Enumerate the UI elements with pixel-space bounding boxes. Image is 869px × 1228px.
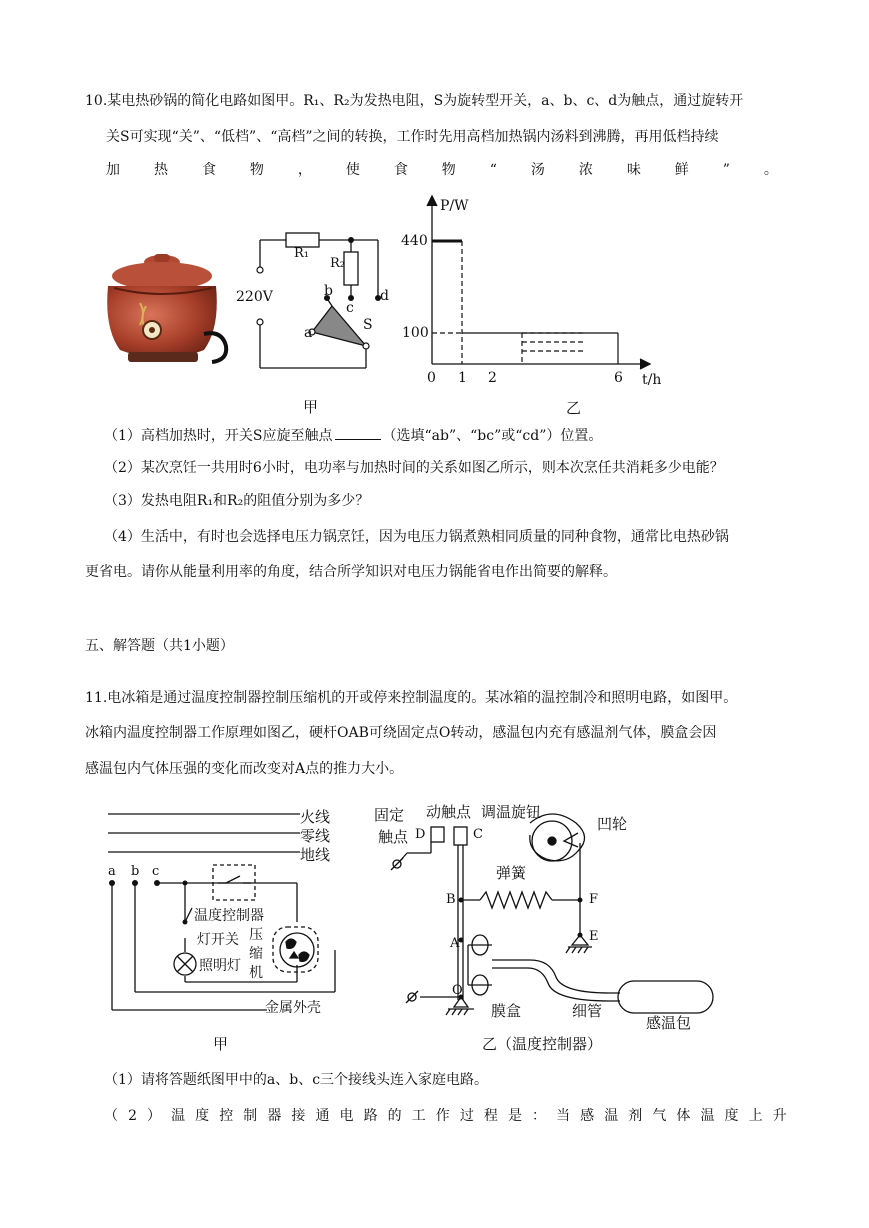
- q10-sub3: （3）发热电阻R₁和R₂的阻值分别为多少？: [104, 493, 370, 509]
- label-live-wire: 火线: [300, 808, 331, 826]
- q11-sub2-char: 体: [676, 1108, 691, 1124]
- label-temp-controller: 温度控制器: [194, 908, 264, 924]
- q11-sub2-char: 的: [387, 1108, 402, 1124]
- label-tube: 细管: [572, 1002, 603, 1020]
- power-time-graph: [396, 192, 686, 398]
- q11-sub2-char: 温: [171, 1108, 186, 1124]
- q11-sub2-char: 温: [700, 1108, 715, 1124]
- q10-line3-char: 物: [441, 162, 456, 178]
- label-bulb: 感温包: [646, 1014, 692, 1032]
- q11-sub2-char: 工: [411, 1108, 426, 1124]
- q11-line-3: 感温包内气体压强的变化而改变对A点的推力大小。: [85, 761, 404, 777]
- label-metal-shell: 金属外壳: [265, 1000, 321, 1016]
- q11-sub2-char: 度: [195, 1108, 210, 1124]
- q11-line-1: 11.电冰箱是通过温度控制器控制压缩机的开或停来控制温度的。某冰箱的温控制冷和照明电路，如图甲。: [85, 690, 738, 706]
- q11-sub1: （1）请将答题纸图甲中的a、b、c三个接线头连入家庭电路。: [104, 1072, 489, 1088]
- q11-sub2-char: ：: [532, 1108, 547, 1124]
- q10-line3-char: 汤: [530, 162, 545, 178]
- label-knob: 调温旋钮: [481, 803, 542, 821]
- caption-jia: 甲: [303, 398, 319, 416]
- label-compressor-3: 机: [249, 965, 263, 981]
- label-f: F: [589, 892, 599, 907]
- q10-sub4-line2: 更省电。请你从能量利用率的角度，结合所学知识对电压力锅能省电作出简要的解释。: [85, 564, 617, 580]
- q11-sub2-char: 是: [507, 1108, 522, 1124]
- label-cam: 凹轮: [597, 815, 628, 833]
- label-spring: 弹簧: [496, 864, 527, 882]
- q11-sub2-char: 度: [724, 1108, 739, 1124]
- q11-sub2-char: ）: [147, 1108, 162, 1124]
- label-switch-s: S: [363, 317, 373, 333]
- q10-line3-char: 浓: [578, 162, 593, 178]
- q11-sub2-char: 当: [556, 1108, 571, 1124]
- label-r1: R₁: [294, 246, 309, 261]
- q11-sub2-char: 控: [219, 1108, 234, 1124]
- label-lamp-switch: 灯开关: [197, 932, 239, 948]
- q11-sub2-char: 过: [459, 1108, 474, 1124]
- label-r2: R₂: [330, 256, 345, 271]
- temperature-controller-diagram: [380, 795, 730, 1030]
- tick-1: 1: [458, 370, 467, 386]
- tick-0: 0: [427, 370, 436, 386]
- label-contact-c: c: [346, 300, 354, 316]
- q10-line3-char: ，: [297, 162, 312, 178]
- label-compressor-1: 压: [249, 927, 263, 943]
- label-e: E: [589, 929, 599, 944]
- terminal-a: a: [108, 864, 116, 879]
- q10-line3-char: 使: [345, 162, 360, 178]
- q10-sub4-line1: （4）生活中，有时也会选择电压力锅烹饪，因为电压力锅煮熟相同质量的同种食物，通常比电热砂锅: [104, 529, 729, 545]
- label-a: A: [450, 936, 460, 951]
- label-b: B: [446, 892, 456, 907]
- terminal-c: c: [152, 864, 160, 879]
- caption-yi: 乙: [566, 399, 582, 417]
- q11-sub2-char: 升: [772, 1108, 787, 1124]
- q11-sub2-char: 上: [748, 1108, 763, 1124]
- label-o: O: [452, 983, 463, 998]
- q10-line3-char: “: [489, 162, 497, 178]
- q10-line3-char: 食: [393, 162, 408, 178]
- label-c: C: [473, 827, 483, 842]
- q10-sub1: （1）高档加热时，开关S应旋至触点 （选填“ab”、“bc”或“cd”）位置。: [104, 425, 602, 446]
- label-lamp: 照明灯: [199, 958, 241, 974]
- q10-line3-char: 加: [106, 162, 120, 178]
- label-moving-contact: 动触点: [426, 803, 472, 821]
- q10-sub2: （2）某次烹饪一共用时6小时，电功率与加热时间的关系如图乙所示，则本次烹任共消耗多少电能？: [104, 460, 724, 476]
- q11-sub2-char: （: [104, 1108, 118, 1124]
- q11-sub2-char: 气: [652, 1108, 667, 1124]
- q11-sub2-char: 温: [604, 1108, 619, 1124]
- section-heading: 五、解答题（共1小题）: [85, 638, 234, 654]
- label-d: D: [415, 827, 426, 842]
- q11-sub2-char: 作: [435, 1108, 450, 1124]
- q10-line3-char: 物: [249, 162, 264, 178]
- label-compressor-2: 缩: [249, 946, 263, 962]
- q10-line-1: 10.某电热砂锅的简化电路如图甲。R₁、R₂为发热电阻，S为旋转型开关，a、b、c、d为触点，通过旋转开: [85, 93, 744, 109]
- caption-fridge-yi: 乙（温度控制器）: [482, 1035, 603, 1053]
- tick-2: 2: [488, 370, 497, 386]
- q10-line3-char: 食: [201, 162, 216, 178]
- q11-sub2-char: 器: [267, 1108, 282, 1124]
- answer-blank[interactable]: [335, 425, 381, 440]
- q11-sub2-char: 剂: [628, 1108, 643, 1124]
- label-fixed-contact-1: 固定: [374, 806, 405, 824]
- q10-line3-char: 鲜: [674, 162, 689, 178]
- label-contact-b: b: [324, 283, 333, 299]
- q11-sub2-char: 路: [363, 1108, 378, 1124]
- q11-sub2-char: 程: [483, 1108, 498, 1124]
- label-ground-wire: 地线: [300, 846, 331, 864]
- axis-label-t: t/h: [642, 372, 662, 388]
- tick-100: 100: [402, 325, 429, 341]
- q11-sub2-char: 通: [315, 1108, 330, 1124]
- tick-6: 6: [614, 370, 623, 386]
- q11-sub2: [104, 1106, 787, 1126]
- q11-sub2-char: 制: [243, 1108, 258, 1124]
- axis-label-p: P/W: [440, 198, 469, 214]
- caption-fridge-jia: 甲: [213, 1035, 229, 1053]
- tick-440: 440: [401, 233, 428, 249]
- q11-sub2-char: 2: [128, 1108, 137, 1124]
- q10-line3-char: 。: [763, 162, 778, 178]
- q11-sub2-char: 电: [339, 1108, 354, 1124]
- q10-line3-char: 热: [153, 162, 168, 178]
- terminal-b: b: [131, 864, 140, 879]
- q11-sub2-char: 感: [580, 1108, 595, 1124]
- q10-line-2: 关S可实现“关”、“低档”、“高档”之间的转换，工作时先用高档加热锅内汤料到沸腾，再用低档持续: [106, 129, 719, 145]
- q10-line-3: [106, 160, 778, 180]
- q11-sub2-char: 接: [291, 1108, 306, 1124]
- label-contact-a: a: [304, 325, 313, 341]
- q10-line3-char: 味: [626, 162, 641, 178]
- q10-line3-char: ”: [722, 162, 730, 178]
- q11-line-2: 冰箱内温度控制器工作原理如图乙，硬杆OAB可绕固定点O转动，感温包内充有感温剂气体，膜盒会因: [85, 725, 717, 741]
- label-contact-d: d: [380, 288, 389, 304]
- label-220v: 220V: [236, 289, 273, 305]
- label-membrane: 膜盒: [491, 1002, 522, 1020]
- label-fixed-contact-2: 触点: [378, 828, 409, 846]
- label-neutral-wire: 零线: [300, 827, 331, 845]
- clay-pot-photo: [100, 248, 234, 374]
